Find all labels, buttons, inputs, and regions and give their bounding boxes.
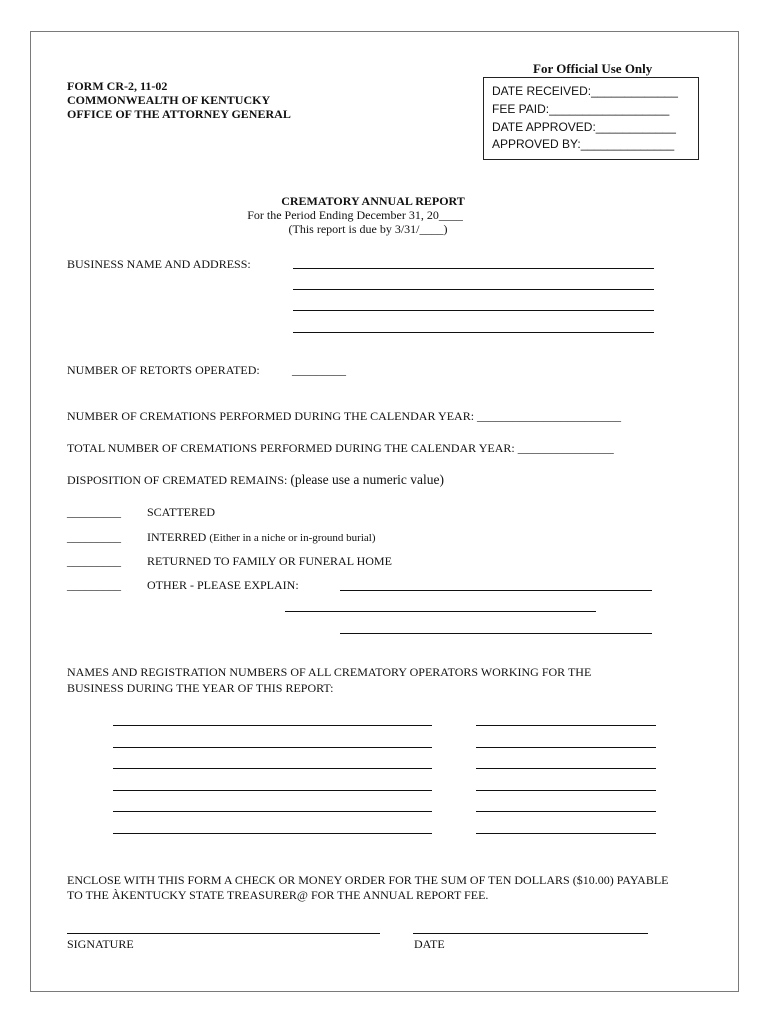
report-title: CREMATORY ANNUAL REPORT	[281, 194, 465, 208]
retorts-label: NUMBER OF RETORTS OPERATED:	[67, 363, 260, 377]
signature-label: SIGNATURE	[67, 937, 134, 951]
fee-instruction-line-2: TO THE ÀKENTUCKY STATE TREASURER@ FOR THE ANNUAL REPORT FEE.	[67, 888, 489, 902]
operator-name-line[interactable]	[113, 725, 432, 726]
cremations-label[interactable]: NUMBER OF CREMATIONS PERFORMED DURING THE CALENDAR YEAR: ________________________	[67, 409, 622, 423]
other-label: OTHER - PLEASE EXPLAIN:	[147, 578, 299, 592]
other-explain-line-3[interactable]	[340, 633, 652, 634]
date-label: DATE	[414, 937, 445, 951]
operator-name-line[interactable]	[113, 790, 432, 791]
operator-registration-line[interactable]	[476, 747, 656, 748]
other-explain-line-2[interactable]	[285, 611, 596, 612]
commonwealth-name: COMMONWEALTH OF KENTUCKY	[67, 93, 271, 107]
other-explain-line-1[interactable]	[340, 590, 652, 591]
operator-registration-line[interactable]	[476, 811, 656, 812]
operator-name-line[interactable]	[113, 811, 432, 812]
operator-registration-line[interactable]	[476, 790, 656, 791]
date-approved-field: DATE APPROVED:____________	[492, 120, 676, 134]
disposition-label	[67, 472, 444, 488]
operator-registration-line[interactable]	[476, 725, 656, 726]
returned-label: RETURNED TO FAMILY OR FUNERAL HOME	[147, 554, 392, 568]
interred-label-text: INTERRED	[147, 530, 207, 544]
operator-registration-line[interactable]	[476, 833, 656, 834]
disposition-note: (please use a numeric value)	[290, 472, 445, 487]
office-name: OFFICE OF THE ATTORNEY GENERAL	[67, 107, 291, 121]
operator-registration-line[interactable]	[476, 768, 656, 769]
approved-by-field: APPROVED BY:______________	[492, 137, 675, 151]
scattered-blank[interactable]: _________	[67, 505, 121, 519]
interred-note: (Either in a niche or in-ground burial)	[209, 532, 376, 544]
business-label: BUSINESS NAME AND ADDRESS:	[67, 257, 251, 271]
business-line-3[interactable]	[293, 310, 654, 311]
form-id: FORM CR-2, 11-02	[67, 79, 168, 93]
fee-paid-field: FEE PAID:__________________	[492, 102, 670, 116]
interred-label	[147, 530, 376, 545]
scattered-label: SCATTERED	[147, 505, 216, 519]
date-line[interactable]	[413, 933, 648, 934]
fee-instruction-line-1: ENCLOSE WITH THIS FORM A CHECK OR MONEY ORDER FOR THE SUM OF TEN DOLLARS ($10.00) PAYABLE	[67, 873, 669, 887]
official-use-title: For Official Use Only	[533, 61, 653, 76]
other-blank[interactable]: _________	[67, 578, 121, 592]
report-period: For the Period Ending December 31, 20____	[247, 208, 463, 222]
operators-label-line-1: NAMES AND REGISTRATION NUMBERS OF ALL CREMATORY OPERATORS WORKING FOR THE	[67, 665, 592, 679]
total-cremations-label[interactable]: TOTAL NUMBER OF CREMATIONS PERFORMED DURING THE CALENDAR YEAR: ________________	[67, 441, 614, 455]
form-page-border	[30, 31, 739, 992]
date-received-field: DATE RECEIVED:_____________	[492, 84, 678, 98]
interred-blank[interactable]: _________	[67, 530, 121, 544]
operator-name-line[interactable]	[113, 747, 432, 748]
operators-label-line-2: BUSINESS DURING THE YEAR OF THIS REPORT:	[67, 681, 334, 695]
business-line-4[interactable]	[293, 332, 654, 333]
signature-line[interactable]	[67, 933, 380, 934]
report-due: (This report is due by 3/31/____)	[288, 222, 448, 236]
business-line-1[interactable]	[293, 268, 654, 269]
operator-name-line[interactable]	[113, 833, 432, 834]
operator-name-line[interactable]	[113, 768, 432, 769]
disposition-label-text: DISPOSITION OF CREMATED REMAINS:	[67, 473, 288, 487]
business-line-2[interactable]	[293, 289, 654, 290]
returned-blank[interactable]: _________	[67, 554, 121, 568]
retorts-blank[interactable]: _________	[292, 363, 346, 377]
